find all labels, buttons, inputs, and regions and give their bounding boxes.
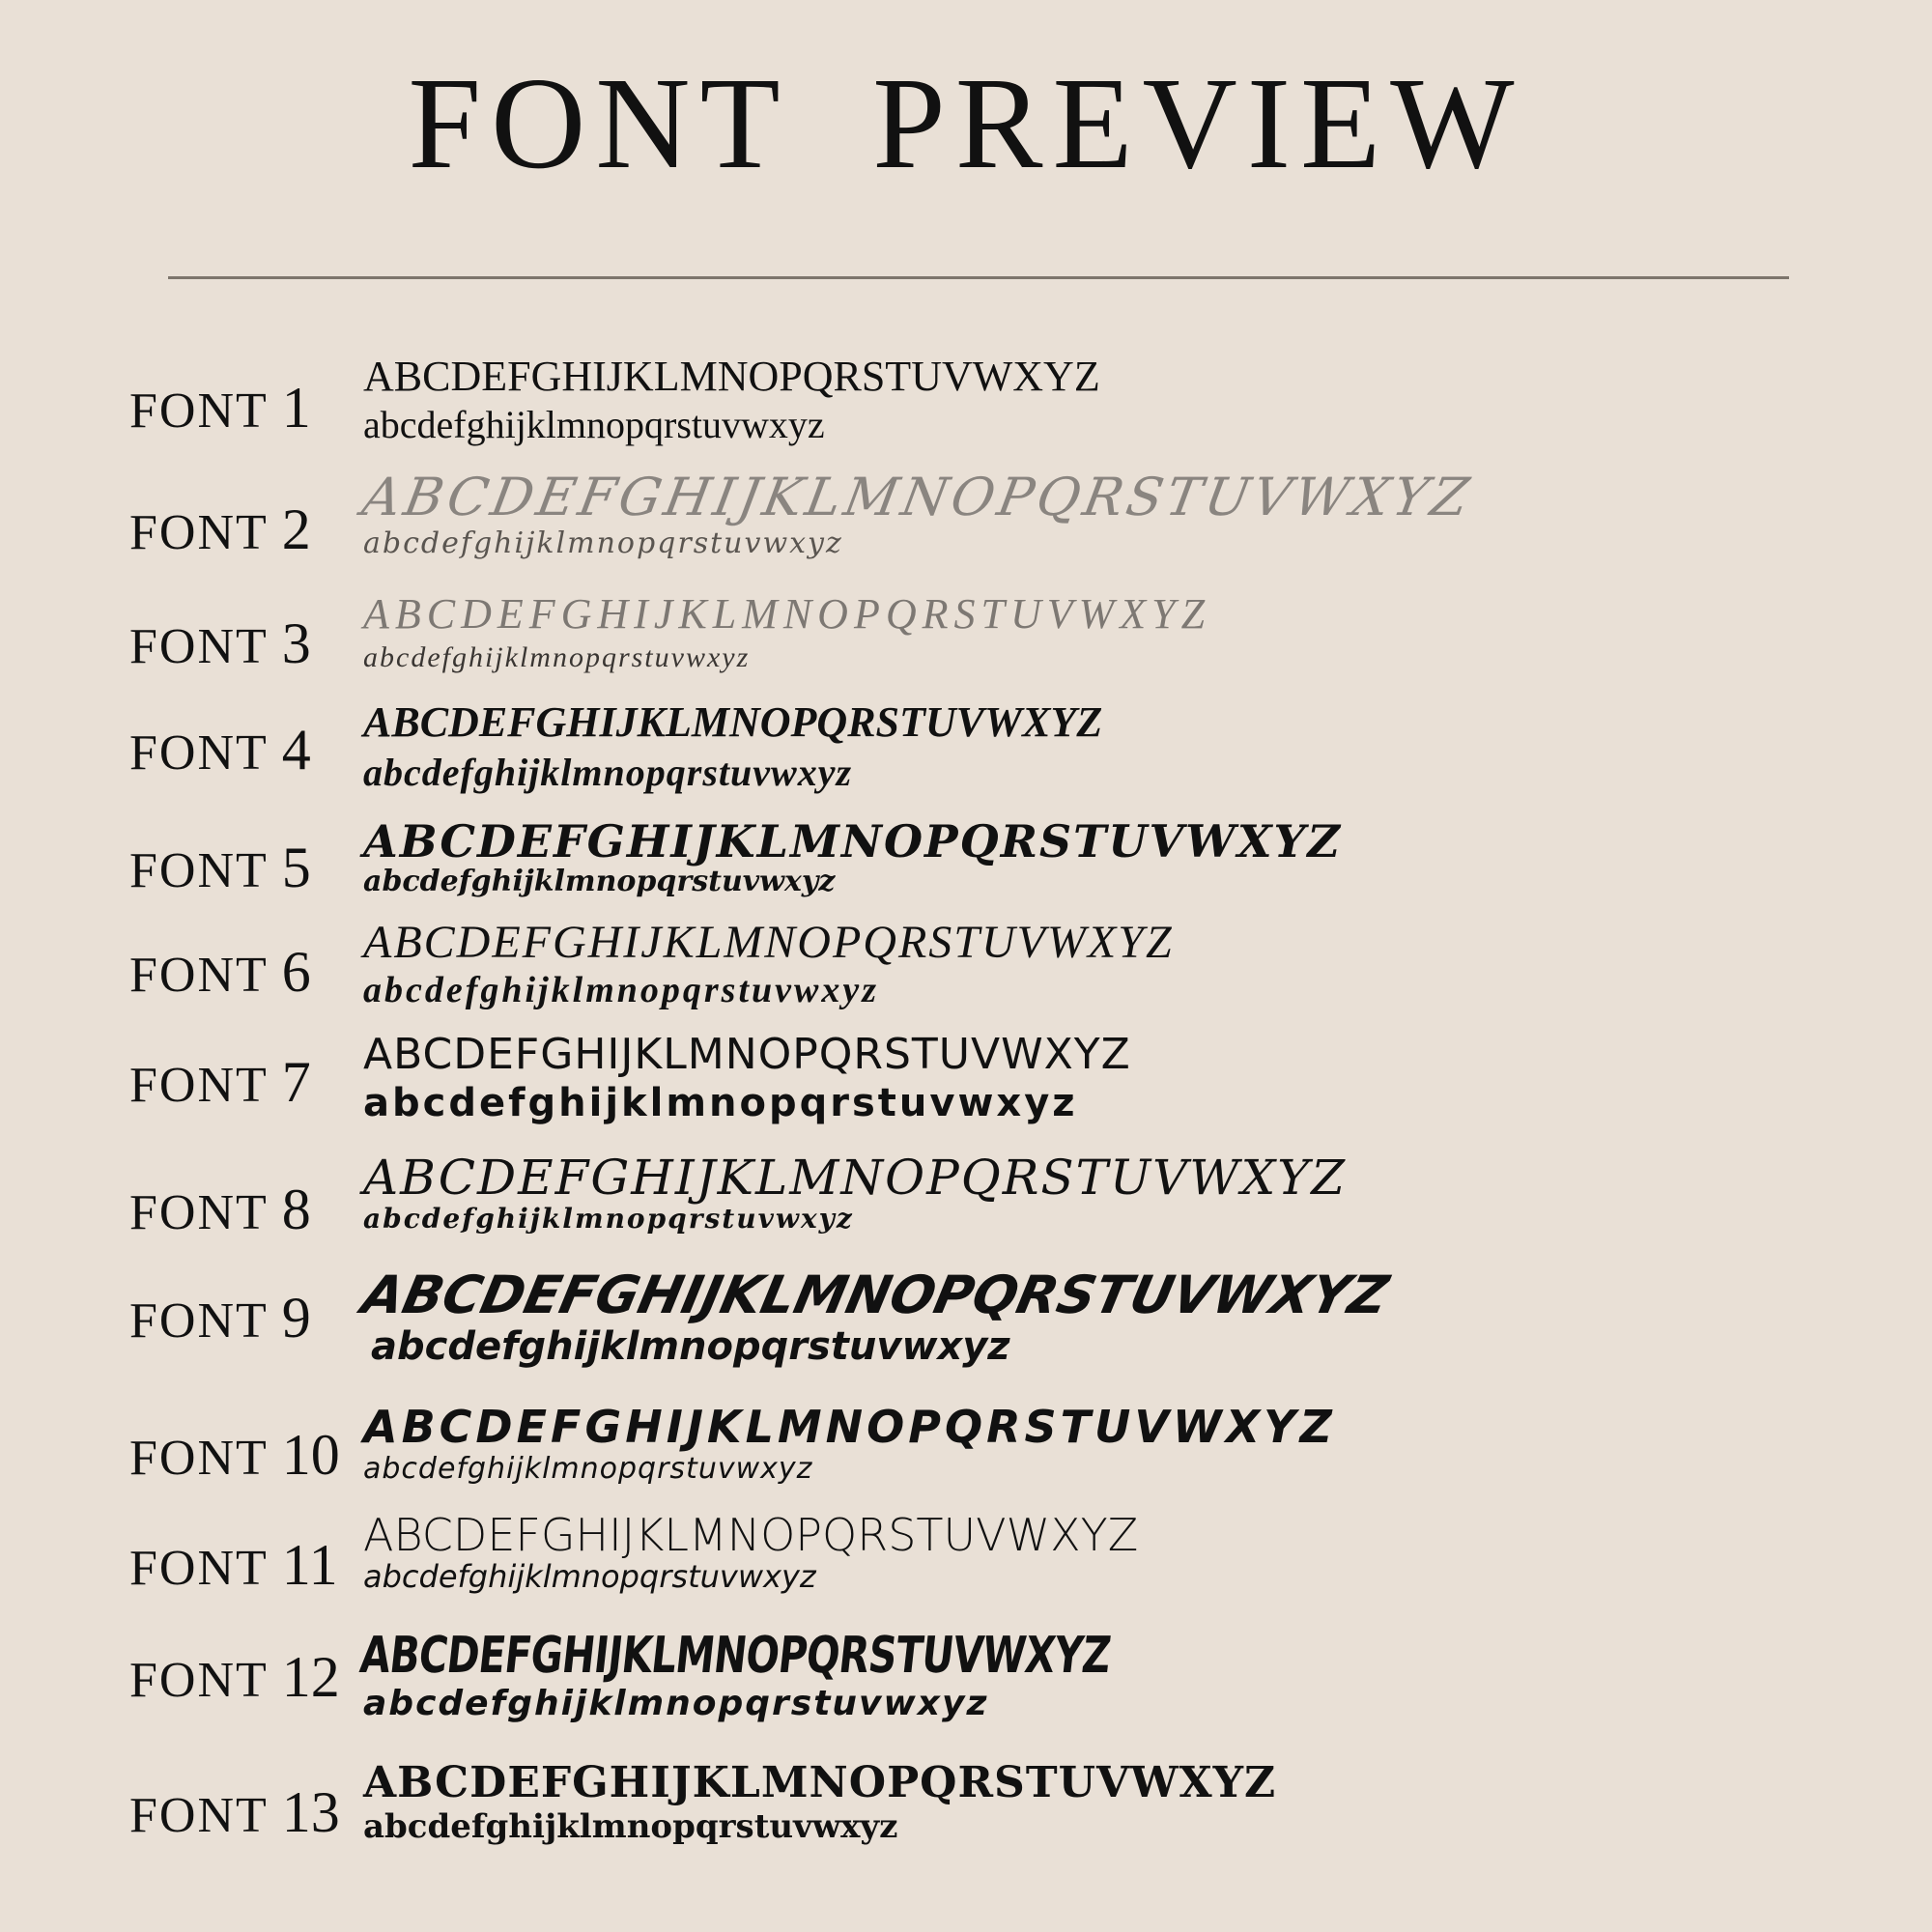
font-sample — [363, 815, 1342, 898]
font-label-text: FONT — [129, 1788, 269, 1843]
lowercase-sample: abcdefghijklmnopqrstuvwxyz — [363, 1807, 898, 1846]
lowercase-sample: abcdefghijklmnopqrstuvwxyz — [363, 1203, 854, 1235]
uppercase-sample: ABCDEFGHIJKLMNOPQRSTUVWXYZ — [357, 467, 1477, 527]
font-number: 13 — [281, 1780, 340, 1844]
uppercase-sample: ABCDEFGHIJKLMNOPQRSTUVWXYZ — [363, 1030, 1131, 1079]
font-label-text: FONT — [129, 619, 269, 674]
font-number: 11 — [281, 1533, 338, 1597]
font-label-text: FONT — [129, 1293, 269, 1349]
lowercase-sample: abcdefghijklmnopqrstuvwxyz — [363, 526, 843, 560]
font-label — [129, 497, 311, 561]
uppercase-sample: ABCDEFGHIJKLMNOPQRSTUVWXYZ — [363, 1401, 1336, 1453]
font-sample — [363, 1401, 1336, 1486]
lowercase-sample: abcdefghijklmnopqrstuvwxyz — [363, 403, 825, 446]
font-label — [129, 718, 311, 781]
font-label — [129, 1423, 340, 1487]
title-divider — [168, 276, 1789, 279]
font-number: 5 — [281, 836, 311, 899]
font-label-text: FONT — [129, 725, 269, 781]
lowercase-sample: abcdefghijklmnopqrstuvwxyz — [363, 1684, 989, 1723]
font-label — [129, 1178, 311, 1241]
font-sample — [363, 1150, 1348, 1235]
font-label — [129, 1050, 311, 1114]
font-number: 1 — [281, 376, 311, 440]
lowercase-sample: abcdefghijklmnopqrstuvwxyz — [363, 970, 880, 1010]
uppercase-sample: ABCDEFGHIJKLMNOPQRSTUVWXYZ — [356, 1264, 1394, 1325]
lowercase-sample: abcdefghijklmnopqrstuvwxyz — [363, 751, 853, 794]
font-label — [129, 1780, 340, 1844]
font-label — [129, 836, 311, 899]
uppercase-sample: ABCDEFGHIJKLMNOPQRSTUVWXYZ — [363, 1150, 1348, 1206]
font-sample — [363, 1030, 1131, 1125]
font-label — [129, 940, 311, 1004]
font-label-text: FONT — [129, 1653, 269, 1708]
font-label-text: FONT — [129, 1431, 269, 1486]
font-number: 3 — [281, 611, 311, 675]
uppercase-sample: ABCDEFGHIJKLMNOPQRSTUVWXYZ — [363, 815, 1342, 867]
font-label — [129, 611, 311, 675]
font-sample — [356, 1264, 1394, 1369]
lowercase-sample: abcdefghijklmnopqrstuvwxyz — [363, 1558, 816, 1595]
font-label-text: FONT — [129, 948, 269, 1003]
lowercase-sample: abcdefghijklmnopqrstuvwxyz — [363, 1081, 1078, 1125]
uppercase-sample: ABCDEFGHIJKLMNOPQRSTUVWXYZ — [356, 1627, 1114, 1685]
lowercase-sample: abcdefghijklmnopqrstuvwxyz — [363, 1452, 813, 1486]
font-number: 6 — [281, 940, 311, 1004]
lowercase-sample: abcdefghijklmnopqrstuvwxyz — [363, 641, 751, 673]
font-label-text: FONT — [129, 843, 269, 898]
font-sample — [363, 917, 1174, 1010]
uppercase-sample: ABCDEFGHIJKLMNOPQRSTUVWXYZ — [363, 1509, 1139, 1561]
font-number: 9 — [281, 1286, 311, 1350]
uppercase-sample: ABCDEFGHIJKLMNOPQRSTUVWXYZ — [363, 353, 1100, 400]
font-number: 12 — [281, 1645, 340, 1709]
font-label — [129, 1645, 340, 1709]
font-label — [129, 1533, 338, 1597]
font-number: 2 — [281, 497, 311, 561]
font-label-text: FONT — [129, 1541, 269, 1596]
font-sample — [356, 1627, 1324, 1723]
lowercase-sample: abcdefghijklmnopqrstuvwxyz — [363, 865, 836, 898]
font-sample — [363, 698, 1103, 794]
font-sample — [363, 1509, 1139, 1595]
uppercase-sample: ABCDEFGHIJKLMNOPQRSTUVWXYZ — [363, 590, 1211, 638]
font-label — [129, 376, 311, 440]
font-number: 7 — [281, 1050, 311, 1114]
font-sample — [363, 590, 1211, 673]
font-sample — [363, 355, 1100, 444]
uppercase-sample: ABCDEFGHIJKLMNOPQRSTUVWXYZ — [363, 917, 1174, 968]
font-label-text: FONT — [129, 384, 269, 439]
lowercase-sample: abcdefghijklmnopqrstuvwxyz — [371, 1324, 1010, 1369]
font-label-text: FONT — [129, 1058, 269, 1113]
font-sample — [363, 1758, 1277, 1846]
uppercase-sample: ABCDEFGHIJKLMNOPQRSTUVWXYZ — [363, 1758, 1277, 1807]
font-label-text: FONT — [129, 505, 269, 560]
font-number: 10 — [281, 1423, 340, 1487]
font-label-text: FONT — [129, 1185, 269, 1240]
uppercase-sample: ABCDEFGHIJKLMNOPQRSTUVWXYZ — [363, 698, 1103, 746]
font-number: 8 — [281, 1178, 311, 1241]
page-title: FONT PREVIEW — [408, 51, 1524, 196]
font-number: 4 — [281, 718, 311, 781]
font-sample — [357, 467, 1477, 560]
font-label — [129, 1286, 311, 1350]
